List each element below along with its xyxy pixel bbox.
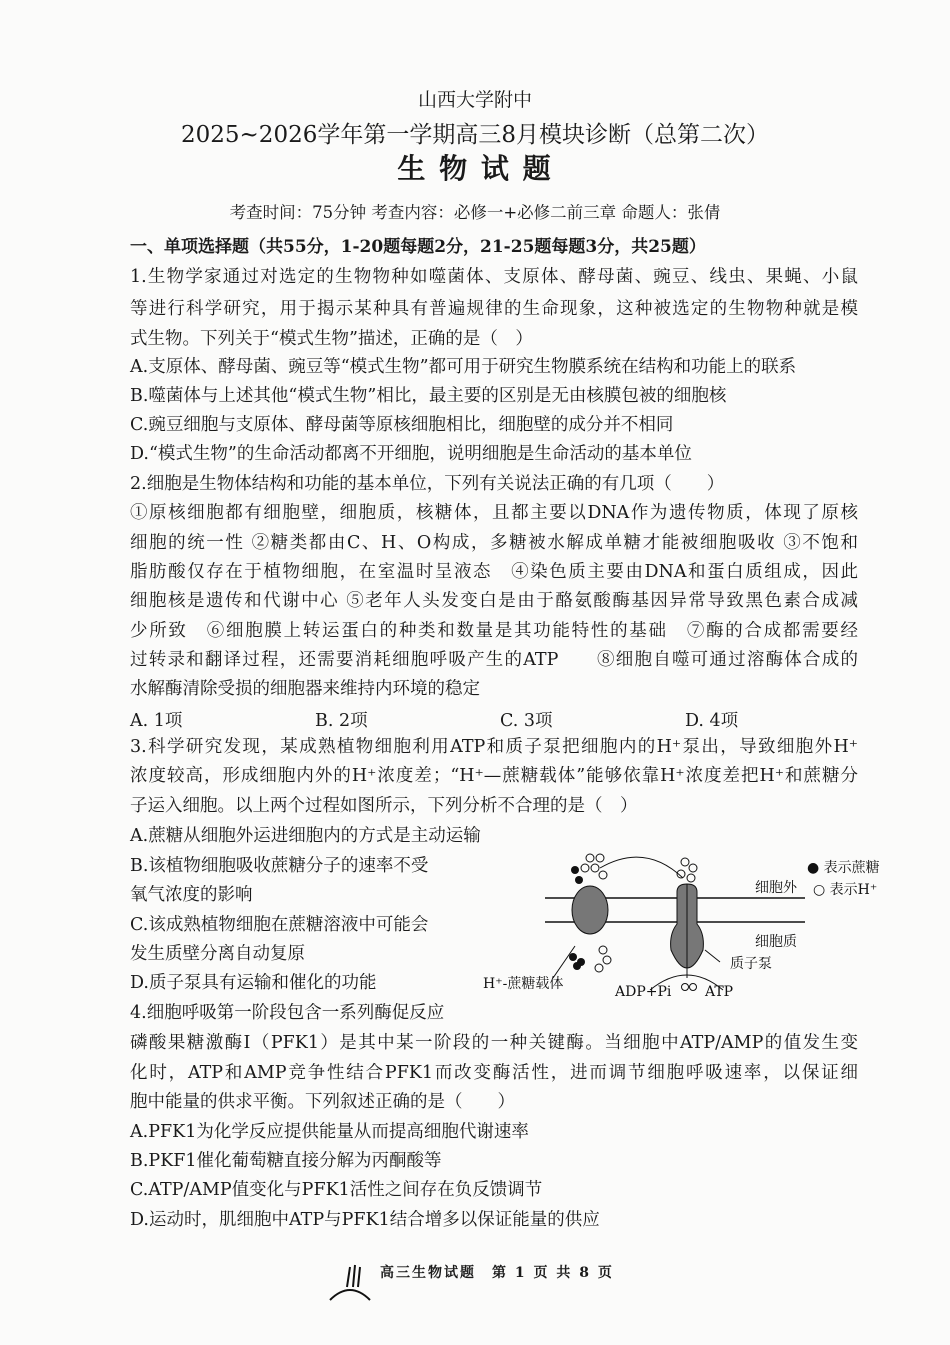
q4-stem: 4.细胞呼吸第一阶段包含一系列酶促反应 [130,1003,445,1023]
q2-option-c: C. 3项 [500,711,553,731]
page-footer: 高三生物试题 第 1 页 共 8 页 [380,1265,614,1281]
exam-title: 2025~2026学年第一学期高三8月模块诊断（总第二次） [181,122,769,148]
q3-option-b: B.该植物细胞吸收蔗糖分子的速率不受 [130,856,429,876]
q3-stem: 浓度较高，形成细胞内外的H⁺浓度差；“H⁺—蔗糖载体”能够依靠H⁺浓度差把H⁺和蔗糖分 [130,766,858,786]
h-recycle-arrow-icon [600,857,683,878]
q2-stem: 细胞核是遗传和代谢中心 ⑤老年人头发变白是由于酪氨酸酶基因异常导致黑色素合成减 [130,591,858,611]
q2-stem: 细胞的统一性 ②糖类都由C、H、O构成，多糖被水解成单糖才能被细胞吸收 ③不饱和 [130,533,858,553]
q4-stem: 胞中能量的供求平衡。下列叙述正确的是（ ） [130,1092,515,1112]
exam-info: 考查时间：75分钟 考查内容：必修一+必修二前三章 命题人：张倩 [229,203,721,222]
q3-option-c-cont: 发生质壁分离自动复原 [130,944,305,964]
pump-pointer [705,950,720,962]
label-carrier: H⁺-蔗糖载体 [483,976,564,992]
q2-option-a: A. 1项 [130,711,183,731]
q3-stem: 子运入细胞。以上两个过程如图所示，下列分析不合理的是（ ） [130,796,638,816]
legend-sucrose: ● 表示蔗糖 [807,860,880,876]
carrier-protein-icon [572,886,608,934]
q4-option-c: C.ATP/AMP值变化与PFK1活性之间存在负反馈调节 [130,1180,543,1200]
q1-stem: 等进行科学研究，用于揭示某种具有普遍规律的生命现象，这种被选定的生物物种就是模 [130,299,858,319]
membrane-transport-figure [483,850,895,1005]
q4-option-d: D.运动时，肌细胞中ATP与PFK1结合增多以保证能量的供应 [130,1210,600,1230]
q2-stem: 脂肪酸仅存在于植物细胞，在室温时呈液态 ④染色质主要由DNA和蛋白质组成，因此 [130,562,858,582]
q2-stem: 水解酶清除受损的细胞器来维持内环境的稳定 [130,679,480,699]
q4-option-b: B.PKF1催化葡萄糖直接分解为丙酮酸等 [130,1151,442,1171]
q1-stem: 1.生物学家通过对选定的生物物种如噬菌体、支原体、酵母菌、豌豆、线虫、果蝇、小鼠 [130,267,858,287]
q3-stem: 3.科学研究发现，某成熟植物细胞利用ATP和质子泵把细胞内的H⁺泵出，导致细胞外H⁺ [130,737,858,757]
q1-option-b: B.噬菌体与上述其他“模式生物”相比，最主要的区别是无由核膜包被的细胞核 [130,386,727,406]
carrier-pointer [553,946,575,978]
q3-option-a: A.蔗糖从细胞外运进细胞内的方式是主动运输 [130,826,481,846]
q3-option-b-cont: 氧气浓度的影响 [130,885,253,905]
label-outside: 细胞外 [755,880,797,896]
legend-h-ion: ○ 表示H⁺ [813,882,878,898]
label-pump: 质子泵 [730,956,772,972]
q1-option-c: C.豌豆细胞与支原体、酵母菌等原核细胞相比，细胞壁的成分并不相同 [130,415,674,435]
footer-logo-icon [325,1262,375,1302]
q2-stem: 过转录和翻译过程，还需要消耗细胞呼吸产生的ATP ⑧细胞自噬可通过溶酶体合成的 [130,650,858,670]
q2-option-d: D. 4项 [685,711,739,731]
q2-stem: 少所致 ⑥细胞膜上转运蛋白的种类和数量是其功能特性的基础 ⑦酶的合成都需要经 [130,621,858,641]
q1-option-d: D.“模式生物”的生命活动都离不开细胞，说明细胞是生命活动的基本单位 [130,444,692,464]
q4-stem: 磷酸果糖激酶Ⅰ（PFK1）是其中某一阶段的一种关键酶。当细胞中ATP/AMP的值发生变 [130,1033,858,1053]
label-cytoplasm: 细胞质 [755,934,797,950]
subject-title: 生 物 试 题 [397,152,553,185]
q2-option-b: B. 2项 [315,711,368,731]
q3-option-d: D.质子泵具有运输和催化的功能 [130,973,377,993]
q1-option-a: A.支原体、酵母菌、豌豆等“模式生物”都可用于研究生物膜系统在结构和功能上的联系 [130,357,797,377]
label-atp: ATP [705,984,734,1000]
school-name: 山西大学附中 [417,89,532,111]
q4-option-a: A.PFK1为化学反应提供能量从而提高细胞代谢速率 [130,1122,529,1142]
q3-option-c: C.该成熟植物细胞在蔗糖溶液中可能会 [130,915,429,935]
q1-stem: 式生物。下列关于“模式生物”描述，正确的是（ ） [130,329,533,349]
q4-stem: 化时，ATP和AMP竞争性结合PFK1而改变酶活性，进而调节细胞呼吸速率，以保证细 [130,1063,858,1083]
section-heading: 一、单项选择题（共55分，1-20题每题2分，21-25题每题3分，共25题） [130,237,706,257]
q2-stem: 2.细胞是生物体结构和功能的基本单位，下列有关说法正确的有几项（ ） [130,474,725,494]
q2-stem: ①原核细胞都有细胞壁，细胞质，核糖体，且都主要以DNA作为遗传物质，体现了原核 [130,503,858,523]
label-adp: ADP+Pi [615,984,672,1000]
